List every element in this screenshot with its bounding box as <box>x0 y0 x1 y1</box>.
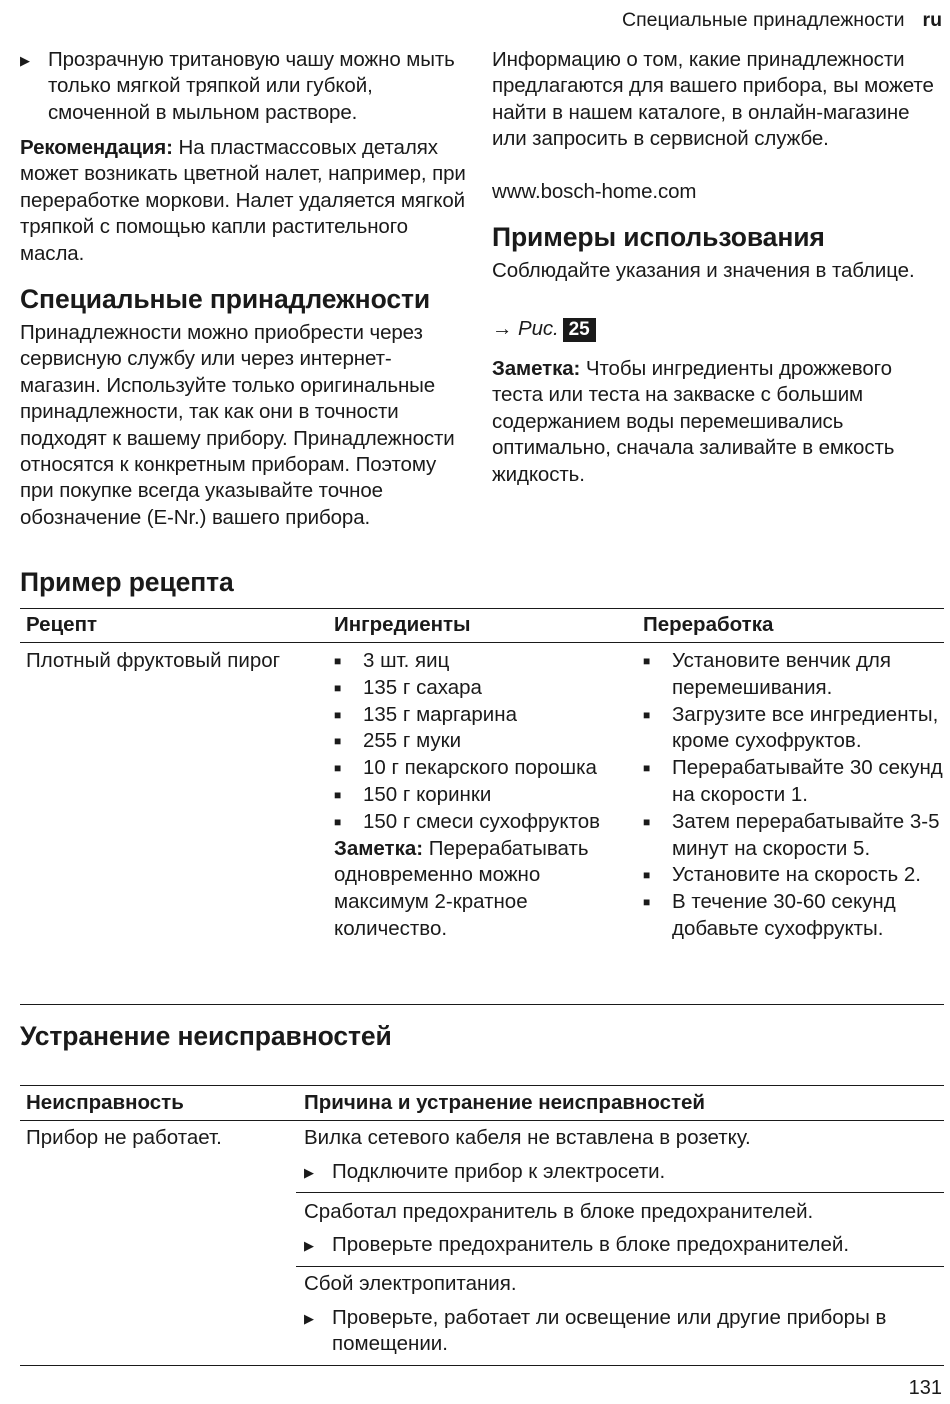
square-bullet-icon: ■ <box>643 868 651 883</box>
page-number: 131 <box>908 1377 942 1399</box>
bullet-triangle-icon: ▶ <box>20 53 30 68</box>
remedy-row <box>304 1305 944 1357</box>
list-item <box>334 648 624 675</box>
list-item-text: 135 г сахара <box>363 675 482 699</box>
cause-text: Сбой электропитания. <box>304 1272 517 1295</box>
bullet-triangle-icon: ▶ <box>304 1311 314 1326</box>
square-bullet-icon: ■ <box>334 654 342 668</box>
remedy-text: Подключите прибор к электросети. <box>332 1160 666 1183</box>
square-bullet-icon: ■ <box>334 680 342 695</box>
list-item <box>643 702 943 756</box>
dough-note-text: Чтобы ингредиенты дрожжевого теста или теста на закваске с большим содержанием воды перемешивались оптимально, сначала заливайте в емкость жидкость. <box>492 357 895 486</box>
recipe-note <box>334 836 624 943</box>
list-item-text: 150 г смеси сухофруктов <box>363 809 601 833</box>
cause-text: Вилка сетевого кабеля не вставлена в розетку. <box>304 1126 751 1149</box>
recipe-heading: Пример рецепта <box>20 567 234 597</box>
trouble-col-header-fault: Неисправность <box>26 1091 184 1114</box>
list-item <box>334 702 624 729</box>
trouble-table-top-rule <box>20 1085 944 1086</box>
list-item-text: 3 шт. яиц <box>363 649 450 672</box>
square-bullet-icon: ■ <box>334 707 342 722</box>
steps-cell <box>643 648 943 943</box>
square-bullet-icon: ■ <box>643 895 651 910</box>
figure-reference <box>492 316 596 342</box>
square-bullet-icon: ■ <box>334 761 342 776</box>
accessories-text: Принадлежности можно приобрести через сервисную службу или через интернет-магазин. Используйте только оригинальные принадлежности, так как они в точности подходят к вашему прибору. Принадлежности относятся к конкретным приборам. Поэтому при покупке всегда указывайте точное обозначение (E-Nr.) вашего прибора. <box>20 321 455 529</box>
square-bullet-icon: ■ <box>643 707 651 722</box>
remedy-text: Проверьте предохранитель в блоке предохранителей. <box>332 1233 850 1256</box>
dough-note-label: Заметка: <box>492 357 581 380</box>
recipe-note-label: Заметка: <box>334 836 424 860</box>
recipe-col-header-recipe: Рецепт <box>26 613 97 636</box>
recommendation-paragraph <box>20 135 468 267</box>
accessories-heading: Специальные принадлежности <box>20 284 431 314</box>
recipe-table-header-rule <box>20 642 944 643</box>
bullet-triangle-icon: ▶ <box>304 1238 314 1253</box>
list-item-text: 10 г пекарского порошка <box>363 756 597 780</box>
examples-text: Соблюдайте указания и значения в таблице. <box>492 259 915 282</box>
trouble-col-header-cause: Причина и устранение неисправностей <box>304 1091 706 1114</box>
ingredients-cell <box>334 648 624 943</box>
website-link[interactable]: www.bosch-home.com <box>492 180 697 203</box>
cleaning-bullet-text: Прозрачную тритановую чашу можно мыть только мягкой тряпкой или губкой, смоченной в мыльном растворе. <box>48 48 455 124</box>
recipe-col-header-processing: Переработка <box>643 613 774 636</box>
list-item <box>334 782 624 809</box>
dough-note <box>492 356 944 488</box>
header-section-title: Специальные принадлежности <box>621 9 905 31</box>
list-item <box>643 862 943 889</box>
list-item-text: 255 г муки <box>363 729 462 753</box>
figure-number-badge: 25 <box>563 318 596 342</box>
remedy-row <box>304 1159 944 1186</box>
cause-text: Сработал предохранитель в блоке предохранителей. <box>304 1200 814 1223</box>
list-item <box>334 755 624 782</box>
list-item <box>643 889 943 943</box>
list-item-text: Загрузите все ингредиенты, кроме сухофруктов. <box>672 702 939 753</box>
examples-heading: Примеры использования <box>492 222 825 252</box>
list-item <box>643 809 943 863</box>
steps-list <box>643 648 943 943</box>
recommendation-label: Рекомендация: <box>20 136 173 159</box>
page-header <box>622 8 942 32</box>
cleaning-bullet <box>20 47 470 126</box>
list-item <box>643 755 943 809</box>
square-bullet-icon: ■ <box>334 814 342 829</box>
header-language-code: ru <box>922 9 942 31</box>
list-item-text: 150 г коринки <box>363 782 492 806</box>
remedy-text: Проверьте, работает ли освещение или другие приборы в помещении. <box>332 1306 887 1355</box>
recipe-name: Плотный фруктовый пирог <box>26 649 281 672</box>
list-item-text: Перерабатывайте 30 секунд на скорости 1. <box>672 756 943 806</box>
square-bullet-icon: ■ <box>643 654 651 668</box>
fault-text: Прибор не работает. <box>26 1126 222 1149</box>
list-item-text: Установите на скорость 2. <box>672 863 921 887</box>
recipe-note-text: Перерабатывать одновременно можно максимум 2-кратное количество. <box>334 836 589 940</box>
cause-divider <box>296 1266 944 1267</box>
cause-divider <box>296 1192 944 1193</box>
square-bullet-icon: ■ <box>334 734 342 749</box>
recommendation-text: На пластмассовых деталях может возникать цветной налет, например, при переработке моркови. Налет удаляется мягкой тряпкой с помощью капли растительного масла. <box>20 136 466 265</box>
list-item <box>334 809 624 836</box>
square-bullet-icon: ■ <box>334 787 342 802</box>
trouble-table-header-rule <box>20 1120 944 1121</box>
recipe-col-header-ingredients: Ингредиенты <box>334 613 471 636</box>
list-item-text: Установите венчик для перемешивания. <box>672 649 891 699</box>
accessories-info-text: Информацию о том, какие принадлежности предлагаются для вашего прибора, вы можете найти в нашем каталоге, в онлайн-магазине или запросить в сервисной службе. <box>492 48 934 151</box>
square-bullet-icon: ■ <box>643 814 651 829</box>
square-bullet-icon: ■ <box>643 761 651 776</box>
list-item-text: Затем перерабатывайте 3-5 минут на скорости 5. <box>672 809 940 860</box>
ingredients-list <box>334 648 624 836</box>
list-item <box>334 675 624 702</box>
recipe-table-bottom-rule <box>20 1004 944 1005</box>
bullet-triangle-icon: ▶ <box>304 1165 314 1180</box>
recipe-table-top-rule <box>20 608 944 609</box>
trouble-table-bottom-rule <box>20 1365 944 1366</box>
list-item-text: В течение 30-60 секунд добавьте сухофрукты. <box>672 890 896 940</box>
troubleshooting-heading: Устранение неисправностей <box>20 1021 392 1051</box>
list-item <box>643 648 943 702</box>
figure-reference-label: → Рис. <box>492 317 559 340</box>
remedy-row <box>304 1232 944 1259</box>
list-item <box>334 728 624 755</box>
list-item-text: 135 г маргарина <box>363 702 517 726</box>
